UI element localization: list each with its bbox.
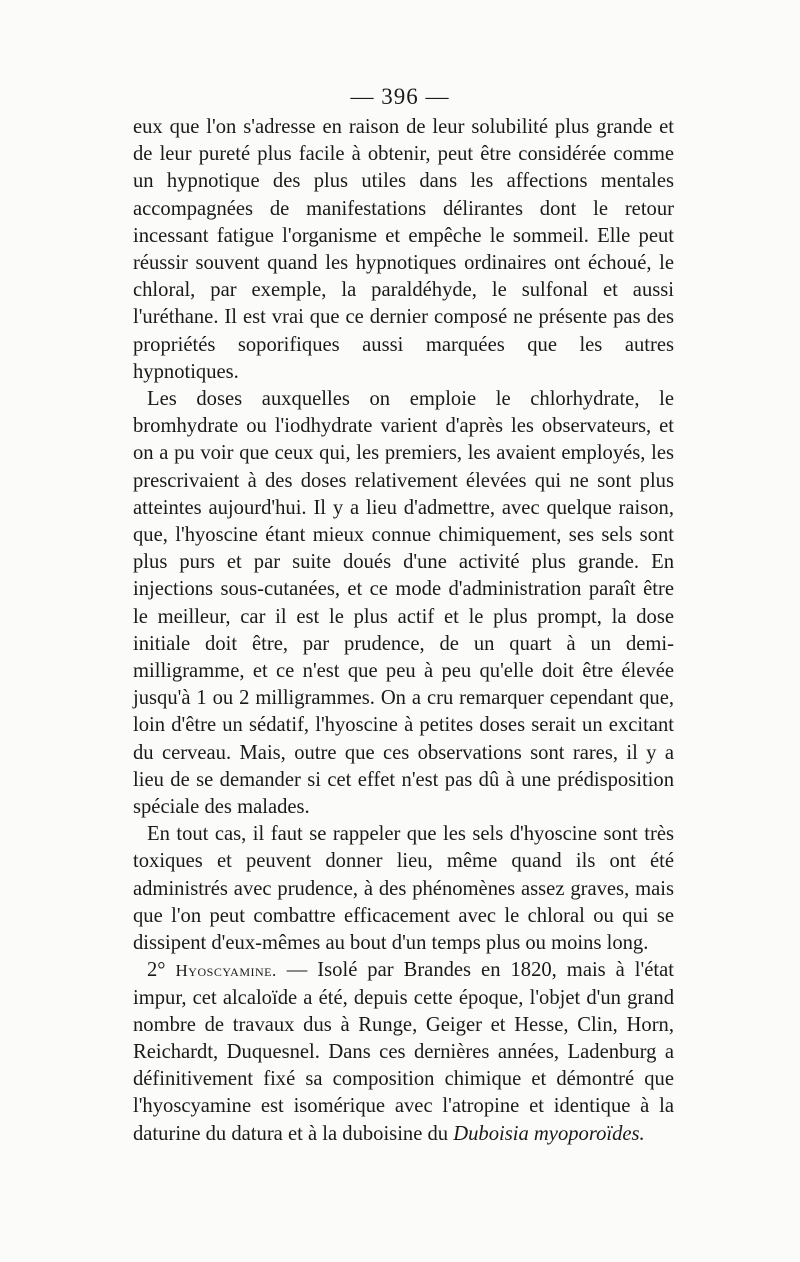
paragraph-3: En tout cas, il faut se rappeler que les sels d'hyoscine sont très toxiques et peuvent donner lieu, même quand ils ont été administrés avec prudence, à des phénomènes assez graves, mais que l'on peut combattre efficacement avec le chloral ou qui se dissipent d'eux-mêmes au bout d'un temps plus ou moins long. bbox=[133, 823, 674, 955]
section-heading: Hyoscyamine. bbox=[175, 961, 277, 981]
heading-dash: — bbox=[286, 959, 308, 982]
paragraph-2: Les doses auxquelles on emploie le chlorhydrate, le bromhydrate ou l'iodhydrate varient d'après les observateurs, et on a pu voir que ceux qui, les premiers, les avaient employés, les prescrivaient à des doses relativement élevées qui ne sont plus atteintes aujourd'hui. Il y a lieu d'admettre, avec quelque raison, que, l'hyoscine étant mieux connue chimiquement, ses sels sont plus purs et par suite doués d'une activité plus grande. En injections sous-cutanées, et ce mode d'administration paraît être le meilleur, car il est le plus actif et le plus prompt, la dose initiale doit être, par prudence, de un quart à un demi-milligramme, et ce n'est que peu à peu qu'elle doit être élevée jusqu'à 1 ou 2 milligrammes. On a cru remarquer cependant que, loin d'être un sédatif, l'hyoscine à petites doses serait un excitant du cerveau. Mais, outre que ces observations sont rares, il y a lieu de se demander si cet effet n'est pas dû à une prédisposition spéciale des malades. bbox=[133, 388, 674, 819]
section-number: 2° bbox=[147, 959, 166, 982]
paragraph-4 bbox=[133, 957, 674, 1147]
body-text bbox=[133, 114, 674, 1148]
paragraph-4-text: Isolé par Brandes en 1820, mais à l'état impur, cet alcaloïde a été, depuis cette époque, l'objet d'un grand nombre de travaux dus à Runge, Geiger et Hesse, Clin, Horn, Reichardt, Duquesnel. Dans ces dernières années, Ladenburg a définitivement fixé sa composition chimique et démontré que l'hyoscyamine est isomérique avec l'atropine et identique à la daturine du datura et à la duboisine du bbox=[133, 959, 674, 1145]
page-number: — 396 — bbox=[350, 84, 450, 109]
species-name: Duboisia myoporoïdes. bbox=[453, 1122, 645, 1145]
paragraph-1: eux que l'on s'adresse en raison de leur solubilité plus grande et de leur pureté plus facile à obtenir, peut être considérée comme un hypnotique des plus utiles dans les affections mentales accompagnées de manifestations délirantes dont le retour incessant fatigue l'organisme et empêche le sommeil. Elle peut réussir souvent quand les hypnotiques ordinaires ont échoué, le chloral, par exemple, la paraldéhyde, le sulfonal et aussi l'uréthane. Il est vrai que ce dernier composé ne présente pas des propriétés soporifiques aussi marquées que les autres hypnotiques. bbox=[133, 116, 674, 383]
